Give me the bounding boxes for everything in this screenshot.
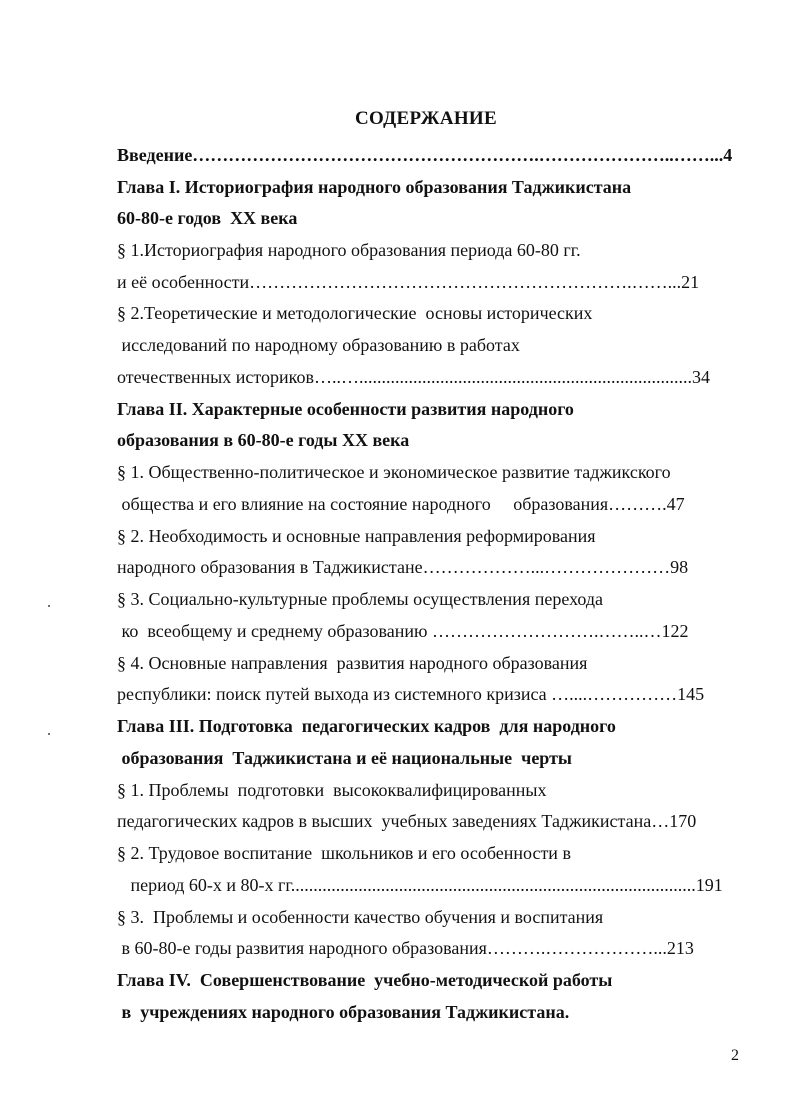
scan-speck	[48, 605, 50, 607]
toc-line: народного образования в Таджикистане………………...…………………98	[117, 557, 689, 577]
toc-line: § 2. Трудовое воспитание школьников и его особенности в	[117, 843, 571, 863]
toc-line: Глава III. Подготовка педагогических кадров для народного	[117, 716, 616, 736]
toc-line: Глава IV. Совершенствование учебно-методической работы	[117, 970, 613, 990]
toc-line: § 3. Социально-культурные проблемы осуществления перехода	[117, 589, 604, 609]
toc-line: педагогических кадров в высших учебных заведениях Таджикистана…170	[117, 811, 697, 831]
page-number: 2	[731, 1047, 739, 1064]
toc-line: Глава II. Характерные особенности развития народного	[117, 399, 574, 419]
toc-line: § 4. Основные направления развития народного образования	[117, 653, 588, 673]
toc-line: отечественных историков…..…..........................................................................34	[117, 367, 710, 387]
toc-line: § 1.Историография народного образования периода 60-80 гг.	[117, 240, 581, 260]
toc-line: образования в 60-80-е годы XX века	[117, 430, 410, 450]
toc-line: республики: поиск путей выхода из системного кризиса …....……………145	[117, 684, 705, 704]
toc-line: § 1. Общественно-политическое и экономическое развитие таджикского	[117, 462, 671, 482]
toc-line: образования Таджикистана и её национальные черты	[117, 748, 572, 768]
toc-line: Введение………………………………………………….…………………..……...4	[117, 145, 733, 165]
toc-line: § 3. Проблемы и особенности качество обучения и воспитания	[117, 907, 604, 927]
toc-line: исследований по народному образованию в работах	[117, 335, 520, 355]
page-title: СОДЕРЖАНИЕ	[355, 108, 497, 129]
scan-speck	[48, 733, 50, 735]
toc-line: Глава I. Историография народного образования Таджикистана	[117, 177, 632, 197]
toc-line: общества и его влияние на состояние народного образования……….47	[117, 494, 685, 514]
toc-line: ко всеобщему и среднему образованию ……………………….……..…122	[117, 621, 689, 641]
toc-line: § 2.Теоретические и методологические основы исторических	[117, 303, 593, 323]
toc-line: в учреждениях народного образования Таджикистана.	[117, 1002, 570, 1022]
toc-line: в 60-80-е годы развития народного образования……….………………...213	[117, 938, 694, 958]
toc-line: период 60-х и 80-х гг..........................................................................................191	[117, 875, 723, 895]
toc-line: § 2. Необходимость и основные направления реформирования	[117, 526, 596, 546]
toc-line: § 1. Проблемы подготовки высококвалифицированных	[117, 780, 547, 800]
toc-line: 60-80-е годов XX века	[117, 208, 298, 228]
toc-line: и её особенности……………………………………………………….……...21	[117, 272, 700, 292]
